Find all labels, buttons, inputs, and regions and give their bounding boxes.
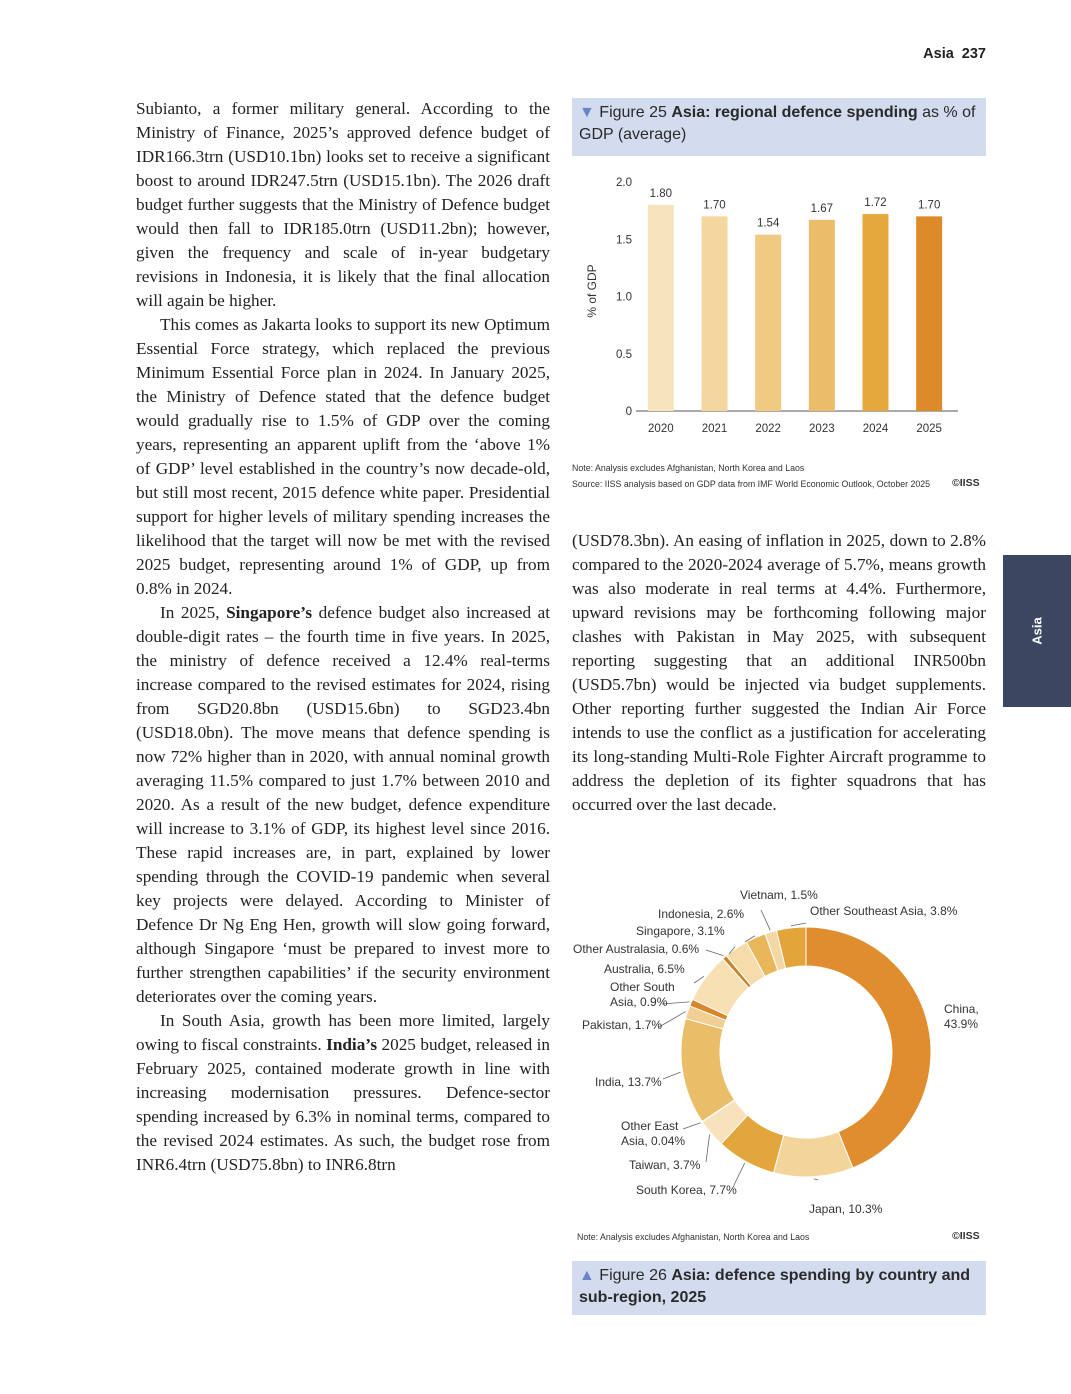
- right-text-column: [572, 529, 986, 817]
- y-tick-label: 2.0: [616, 177, 632, 189]
- x-tick-label: 2021: [701, 423, 728, 435]
- bar-2020: [648, 205, 674, 411]
- side-tab-label: Asia: [1029, 617, 1045, 645]
- paragraph: [136, 601, 550, 1009]
- leader-line: [659, 1012, 686, 1027]
- bar-2025: [916, 216, 942, 411]
- donut-slices: [681, 927, 931, 1177]
- slice-label-china: China, 43.9%: [944, 1002, 979, 1031]
- slice-label-other-australasia: Other Australasia, 0.6%: [573, 942, 700, 956]
- slice-label-japan: Japan, 10.3%: [809, 1202, 883, 1216]
- country-highlight: India’s: [326, 1035, 378, 1054]
- slice-label-taiwan: Taiwan, 3.7%: [629, 1158, 701, 1172]
- x-tick-label: 2024: [862, 423, 889, 435]
- figure-25-caption: [572, 98, 986, 156]
- figure-25-bar-chart: [572, 165, 986, 445]
- slice-label-indonesia: Indonesia, 2.6%: [658, 907, 745, 921]
- leader-line: [663, 1072, 681, 1079]
- donut-slice-japan: [774, 1132, 853, 1177]
- slice-label-other-southeast-asia: Other Southeast Asia, 3.8%: [810, 904, 958, 918]
- paragraph: This comes as Jakarta looks to support its new Optimum Essential Force strategy, which replaced the previous Minimum Essential Force plan in 2024. In January 2025, the Ministry of Defence stated that the defence budget would gradually rise to 1.5% of GDP over the coming years, representing an apparent uplift from the ‘above 1% of GDP’ level established in the country’s now decade-old, but still most recent, 2015 defence white paper. Presidential support for higher levels of military spending increases the likelihood that the target will now be met with the revised 2025 budget, representing around 1% of GDP, up from 0.8% in 2024.: [136, 315, 550, 598]
- figure-title: Asia: defence spending by country and sub-region, 2025: [579, 1267, 971, 1306]
- leader-line: [706, 1135, 710, 1162]
- leader-line: [683, 1123, 701, 1129]
- x-tick-label: 2025: [916, 423, 942, 435]
- bar-2023: [809, 220, 835, 411]
- paragraph: (USD78.3bn). An easing of inflation in 2025, down to 2.8% compared to the 2020-2024 average of 5.7%, means growth was also moderate in real terms at 4.4%. Furthermore, upward revisions may be forthcoming following major clashes with Pakistan in May 2025, with subsequent reporting suggesting that an additional INR500bn (USD5.7bn) would be injected via budget supplements. Other reporting further suggested the Indian Air Force intends to use the conflict as a justification for accelerating its long-standing Multi-Role Fighter Aircraft programme to address the depletion of its fighter squadrons that has occurred over the last decade.: [572, 531, 986, 814]
- figure-25-copyright: ©IISS: [952, 477, 980, 489]
- slice-label-singapore: Singapore, 3.1%: [636, 924, 725, 938]
- figure-title: Asia: regional defence spending: [671, 104, 918, 121]
- bar-series: [648, 188, 942, 411]
- slice-label-india: India, 13.7%: [595, 1075, 662, 1089]
- section-side-tab: [1003, 555, 1071, 707]
- paragraph-text: In 2025,: [160, 603, 227, 622]
- x-tick-label: 2020: [648, 423, 674, 435]
- leader-line: [761, 910, 770, 930]
- left-text-column: [136, 97, 550, 1177]
- figure-26-copyright: ©IISS: [952, 1230, 980, 1242]
- paragraph: [136, 1009, 550, 1177]
- y-tick-label: 0.5: [616, 348, 632, 361]
- leader-line: [734, 1163, 745, 1185]
- figure-25-source: Source: IISS analysis based on GDP data from IMF World Economic Outlook, October 2025: [572, 479, 931, 489]
- slice-label-other-east-asia: Other East Asia, 0.04%: [621, 1119, 686, 1148]
- paragraph-text: defence budget also increased at double-digit rates – the fourth time in five years. In 2025, the ministry of defence received a 12.4% real-terms increase compared to the revised estimates for 2024, rising from SGD20.8bn (USD15.6bn) to SGD23.4bn (USD18.0bn). The move means that defence spending is now 72% higher than in 2020, with annual nominal growth averaging 11.5% compared to just 1.7% between 2010 and 2020. As a result of the new budget, defence expenditure will increase to 3.1% of GDP, its highest level since 2016. These rapid increases are, in part, explained by lower spending through the COVID-19 pandemic when several key projects were delayed. According to Minister of Defence Dr Ng Eng Hen, growth will slow going forward, although Singapore ‘must be prepared to invest more to further strengthen capabilities’ if the security environment deteriorates over the coming years.: [136, 603, 550, 1006]
- figure-26-donut-chart: [566, 880, 991, 1225]
- x-tick-label: 2023: [809, 423, 835, 435]
- bar-2021: [702, 216, 728, 411]
- slice-label-other-south-asia: Other South Asia, 0.9%: [610, 980, 675, 1009]
- triangle-up-icon: ▲: [579, 1267, 595, 1284]
- bar-value-label: 1.54: [756, 217, 780, 230]
- figure-26-caption: [572, 1261, 986, 1315]
- y-tick-label: 0: [625, 406, 632, 418]
- slice-label-vietnam: Vietnam, 1.5%: [740, 888, 818, 902]
- page-header: [860, 46, 986, 62]
- paragraph-text: 2025 budget, released in February 2025, contained moderate growth in line with increasing modernisation pressures. Defence-sector spending increased by 6.3% in nominal terms, compared to the revised 2024 estimates. As such, the budget rose from INR6.4trn (USD75.8bn) to INR6.8trn: [136, 1035, 550, 1174]
- x-tick-label: 2022: [755, 423, 781, 435]
- y-axis-label: % of GDP: [585, 264, 599, 318]
- bar-value-label: 1.72: [864, 197, 887, 210]
- bar-value-label: 1.67: [810, 202, 834, 215]
- slice-label-south-korea: South Korea, 7.7%: [636, 1183, 737, 1197]
- running-head-section: Asia: [923, 46, 954, 62]
- country-highlight: Singapore’s: [226, 603, 313, 622]
- bar-2024: [863, 214, 889, 411]
- y-tick-labels: [616, 177, 632, 418]
- slice-label-pakistan: Pakistan, 1.7%: [582, 1018, 663, 1032]
- figure-label: Figure 25: [599, 104, 667, 121]
- figure-26-note: Note: Analysis excludes Afghanistan, North Korea and Laos: [577, 1232, 810, 1242]
- y-tick-label: 1.0: [616, 291, 632, 304]
- bar-value-label: 1.70: [917, 199, 941, 212]
- bar-value-label: 1.70: [703, 199, 726, 212]
- paragraph: Subianto, a former military general. According to the Ministry of Finance, 2025’s approved defence budget of IDR166.3trn (USD10.1bn) looks set to receive a significant boost to around IDR247.5trn (USD15.1bn). The 2026 draft budget further suggests that the Ministry of Defence budget would then fall to IDR185.0trn (USD11.2bn); however, given the frequency and scale of in-year budgetary revisions in Indonesia, it is likely that the final allocation will again be higher.: [136, 99, 550, 310]
- donut-slice-china: [806, 927, 931, 1168]
- figure-25-note: Note: Analysis excludes Afghanistan, North Korea and Laos: [572, 463, 805, 473]
- figure-label: Figure 26: [599, 1267, 667, 1284]
- leader-line: [706, 950, 723, 956]
- figure-subtitle: as % of GDP (average): [579, 104, 976, 143]
- triangle-down-icon: ▼: [579, 104, 595, 121]
- page-number: 237: [961, 46, 986, 62]
- leader-line: [814, 1179, 818, 1180]
- leader-line: [791, 923, 806, 926]
- bar-value-label: 1.80: [649, 187, 673, 200]
- paragraph-text: In South Asia, growth has been more limited, largely owing to fiscal constraints.: [136, 1011, 550, 1054]
- x-tick-labels: [648, 423, 942, 435]
- y-tick-label: 1.5: [616, 234, 632, 247]
- slice-label-australia: Australia, 6.5%: [604, 962, 685, 976]
- bar-2022: [755, 235, 781, 411]
